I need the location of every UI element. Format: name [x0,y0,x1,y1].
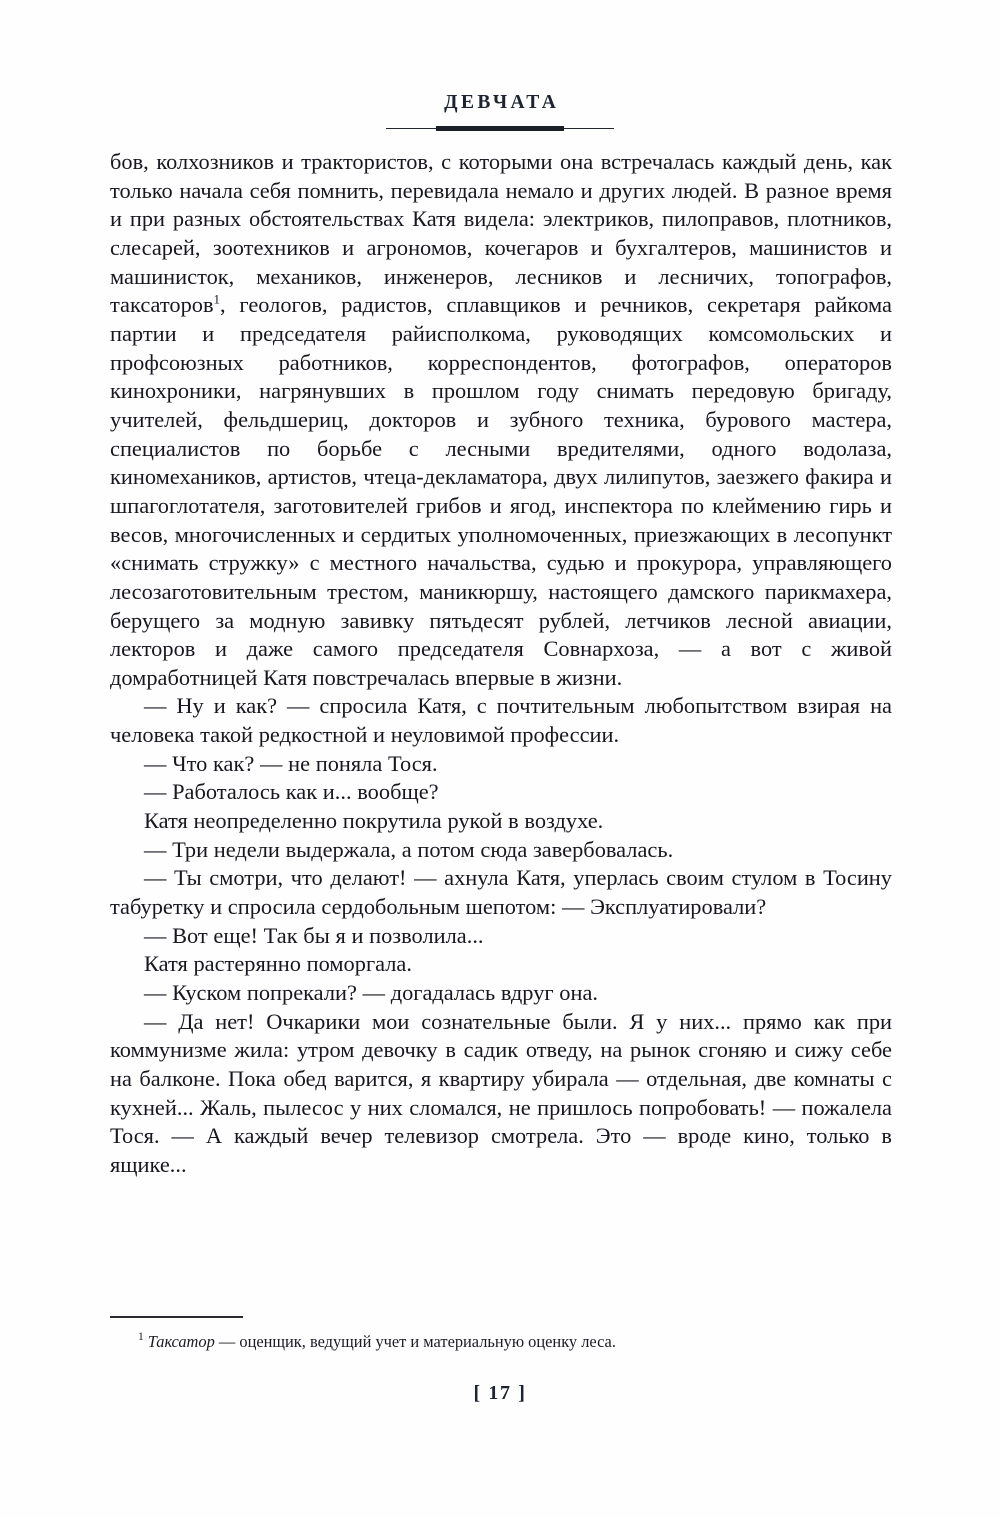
paragraph-dialogue-kuskom: — Куском попрекали? — догадалась вдруг она. [144,980,598,1006]
running-head [0,92,1000,114]
paragraph-dialogue-nu-i-kak: — Ну и как? — спросила Катя, с почтительным любопытством взирая на человека такой редкостной и неуловимой профессии. [110,693,892,748]
running-head-title: ДЕВЧАТА [444,92,560,113]
rule-thick-segment [436,126,564,131]
paragraph-narration-pomorgala: Катя растерянно поморгала. [144,951,412,977]
footnote-definition: — оценщик, ведущий учет и материальную оценку леса. [214,1331,616,1351]
page-number: [ 17 ] [473,1382,527,1404]
footnote-number: 1 [138,1331,144,1344]
paragraph-text-after-footnote: , геологов, радистов, сплавщиков и речников, секретаря райкома партии и председателя райисполкома, руководящих комсомольских и профсоюзных работников, корреспондентов, фотографов, операторов кинохроники, нагрянувших в прошлом году снимать передовую бригаду, учителей, фельдшериц, докторов и зубного техника, бурового мастера, специалистов по борьбе с лесными вредителями, одного водолаза, киномехаников, артистов, чтеца-декламатора, двух лилипутов, заезжего факира и шпагоглотателя, заготовителей грибов и ягод, инспектора по клеймению гирь и весов, многочисленных и сердитых уполномоченных, приезжающих в лесопункт «снимать стружку» с местного начальства, судью и прокурора, управляющего лесозаготовительным трестом, маникюршу, настоящего дамского парикмахера, берущего за модную завивку пятьдесят рублей, летчиков лесной авиации, лекторов и даже самого председателя Совнархоза, — а вот с живой домработницей Катя повстречалась впервые в жизни. [110,292,892,690]
paragraph-dialogue-rabotalos: — Работалось как и... вообще? [144,779,439,805]
paragraph-professions [110,148,892,692]
paragraph-dialogue-da-net: — Да нет! Очкарики мои сознательные были. Я у них... прямо как при коммунизме жила: утром девочку в садик отведу, на рынок сгоняю и сижу себе на балконе. Пока обед варится, я квартиру убирала — отдельная, две комнаты с кухней... Жаль, пылесос у них сломался, не пришлось попробовать! — пожалела Тося. — А каждый вечер телевизор смотрела. Это — вроде кино, только в ящике... [110,1008,892,1177]
paragraph-dialogue-ty-smotri: — Ты смотри, что делают! — ахнула Катя, уперлась своим стулом в Тосину табуретку и спросила сердобольным шепотом: — Эксплуатировали? [110,865,892,920]
footnote-block [110,1316,892,1352]
footnote-reference-marker[interactable]: 1 [213,291,221,307]
paragraph-dialogue-chto-kak: — Что как? — не поняла Тося. [144,750,438,776]
paragraph-narration-pokrutila: Катя неопределенно покрутила рукой в воздухе. [144,808,604,834]
running-head-rule [386,125,614,132]
paragraph-text-before-footnote: бов, колхозников и трактористов, с которыми она встречалась каждый день, как только начала себя помнить, перевидала немало и других людей. В разное время и при разных обстоятельствах Катя видела: электриков, пилоправов, плотников, слесарей, зоотехников и агрономов, кочегаров и бухгалтеров, машинистов и машинисток, механиков, инженеров, лесников и лесничих, топографов, таксаторов [110,149,892,318]
text-column [110,148,892,1180]
footnote-term: Таксатор [147,1331,215,1351]
footnote-separator-rule [110,1316,243,1318]
paragraph-dialogue-tri-nedeli: — Три недели выдержала, а потом сюда завербовалась. [144,836,674,862]
paragraph-dialogue-vot-esche: — Вот еще! Так бы я и позволила... [144,922,484,948]
footnote-entry [110,1331,892,1352]
